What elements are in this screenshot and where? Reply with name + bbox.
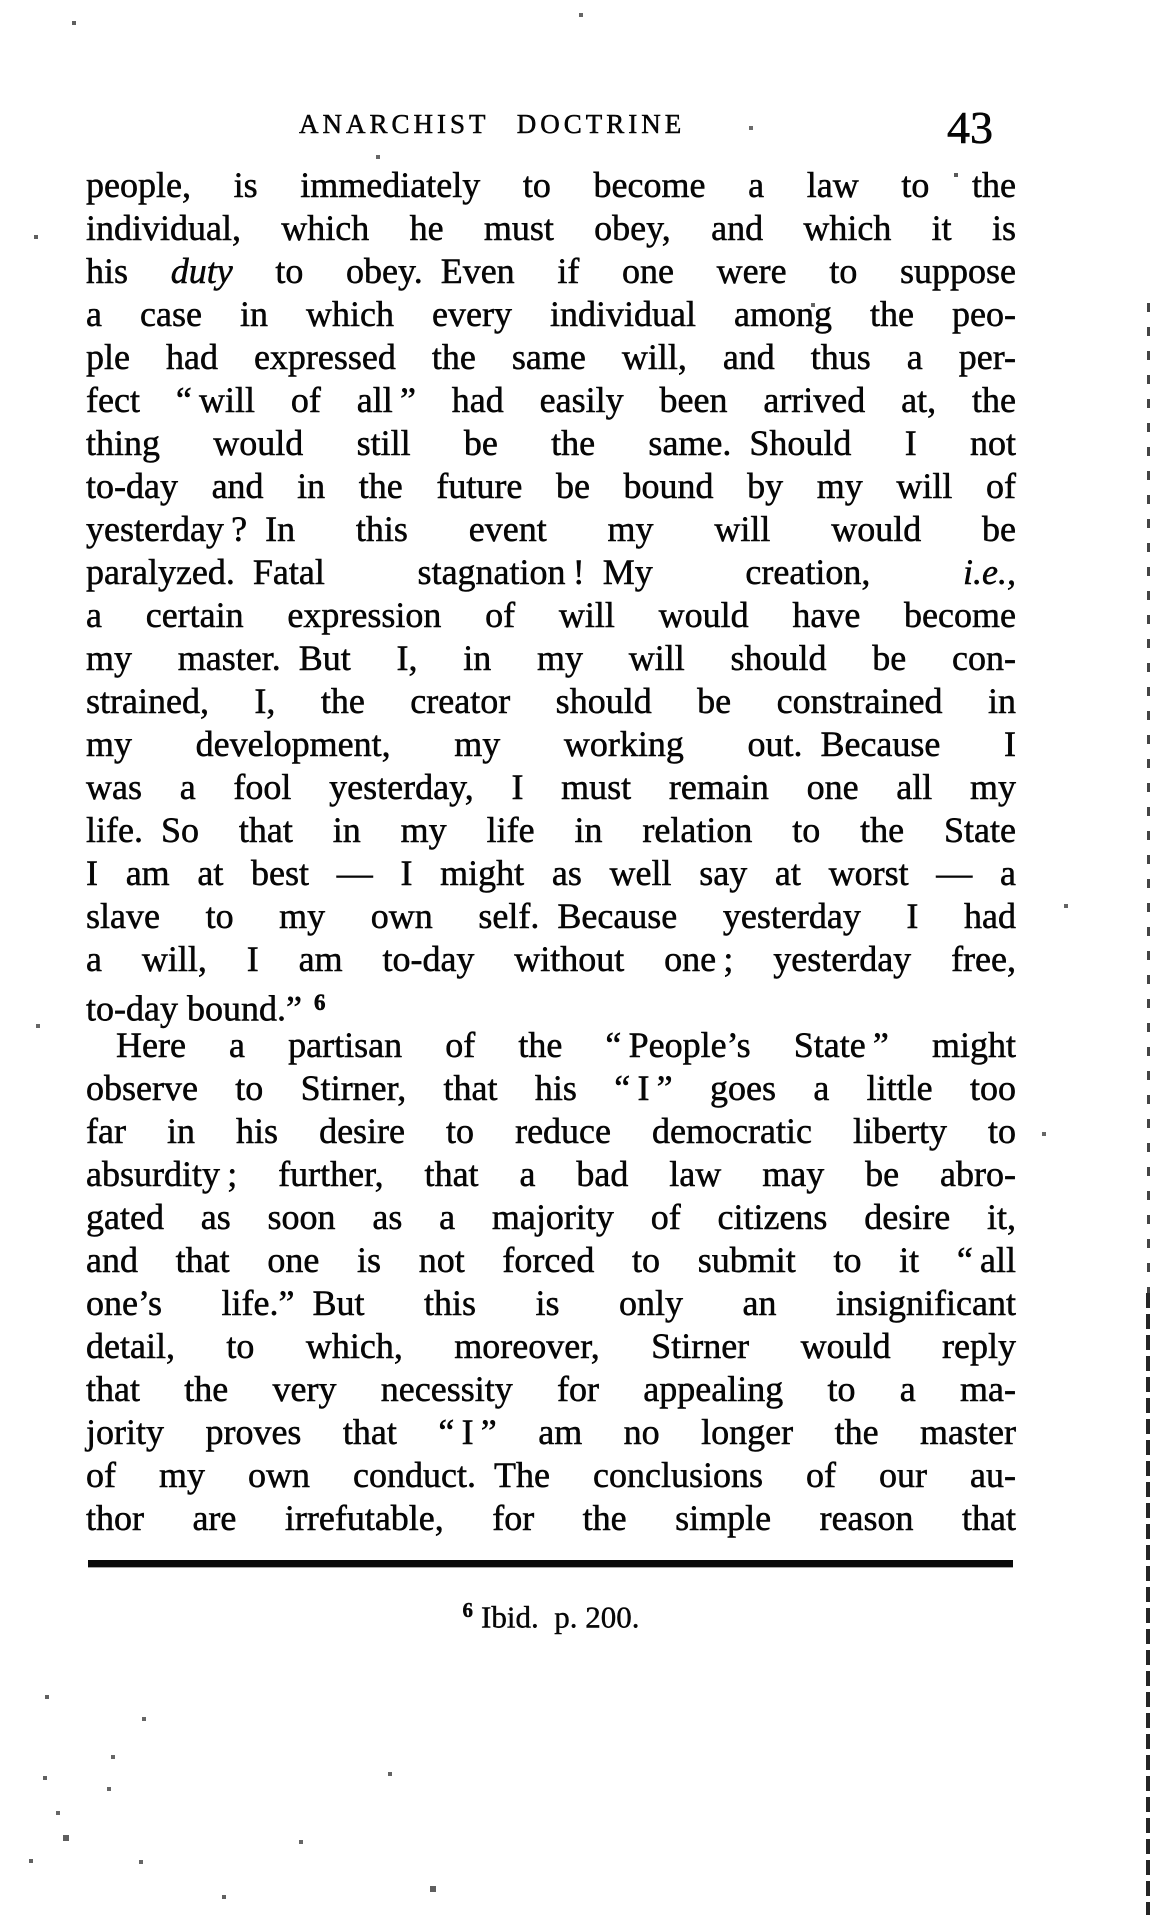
text-line: observe to Stirner, that his “ I ” goes a little too (86, 1068, 1016, 1108)
text-line: a case in which every individual among the peo- (86, 294, 1016, 334)
text-line: was a fool yesterday, I must remain one all my (86, 767, 1016, 807)
text-line: my development, my working out. Because I (86, 724, 1016, 764)
text-line (86, 551, 1016, 594)
text-line: of my own conduct. The conclusions of our au- (86, 1455, 1016, 1495)
text-line: fect “ will of all ” had easily been arrived at, the (86, 380, 1016, 420)
text-segment: paralyzed. Fatal stagnation ! My creation, (86, 552, 964, 592)
text-line (86, 981, 1016, 1029)
text-segment: to-day bound.” (86, 988, 302, 1029)
page-number: 43 (947, 102, 993, 153)
text-line: one’s life.” But this is only an insignificant (86, 1283, 1016, 1323)
text-line: strained, I, the creator should be constrained in (86, 681, 1016, 721)
text-line: detail, to which, moreover, Stirner would reply (86, 1326, 1016, 1366)
footnote-text: Ibid. p. 200. (481, 1599, 640, 1635)
footnote (86, 1598, 1016, 1636)
text-line: that the very necessity for appealing to a ma- (86, 1369, 1016, 1409)
text-line: life. So that in my life in relation to the State (86, 810, 1016, 850)
text-line: to-day and in the future be bound by my will of (86, 466, 1016, 506)
running-title: ANARCHIST DOCTRINE (299, 109, 686, 139)
text-line: thing would still be the same. Should I not (86, 423, 1016, 463)
italic-word: i.e., (963, 552, 1016, 592)
scan-noise (0, 0, 2, 2)
text-line: jority proves that “ I ” am no longer the master (86, 1412, 1016, 1452)
text-line: my master. But I, in my will should be con- (86, 638, 1016, 678)
footnote-marker: 6 (462, 1598, 474, 1622)
body-text (86, 164, 1016, 1540)
text-line: a certain expression of will would have become (86, 595, 1016, 635)
text-line: a will, I am to-day without one ; yesterday free, (86, 939, 1016, 979)
text-line: far in his desire to reduce democratic liberty to (86, 1111, 1016, 1151)
text-segment: to obey. Even if one were to suppose (232, 251, 1016, 291)
footnote-reference: 6 (313, 990, 326, 1015)
text-line: yesterday ? In this event my will would be (86, 509, 1016, 549)
text-line: Here a partisan of the “ People’s State ” might (116, 1025, 1016, 1065)
text-line (86, 250, 1016, 293)
text-line: people, is immediately to become a law to the (86, 165, 1016, 205)
text-line: slave to my own self. Because yesterday I had (86, 896, 1016, 936)
text-line: individual, which he must obey, and which it is (86, 208, 1016, 248)
italic-word: duty (170, 251, 233, 291)
text-line: gated as soon as a majority of citizens desire it, (86, 1197, 1016, 1237)
text-line: ple had expressed the same will, and thus a per- (86, 337, 1016, 377)
text-line: and that one is not forced to submit to it “ all (86, 1240, 1016, 1280)
footnote-divider (88, 1560, 1013, 1567)
text-segment: his (86, 251, 171, 291)
scan-edge-line-upper (1147, 303, 1150, 1293)
text-line: absurdity ; further, that a bad law may be abro- (86, 1154, 1016, 1194)
scan-edge-line-lower (1146, 1293, 1150, 1915)
text-line: I am at best — I might as well say at worst — a (86, 853, 1016, 893)
text-line: thor are irrefutable, for the simple reason that (86, 1498, 1016, 1538)
